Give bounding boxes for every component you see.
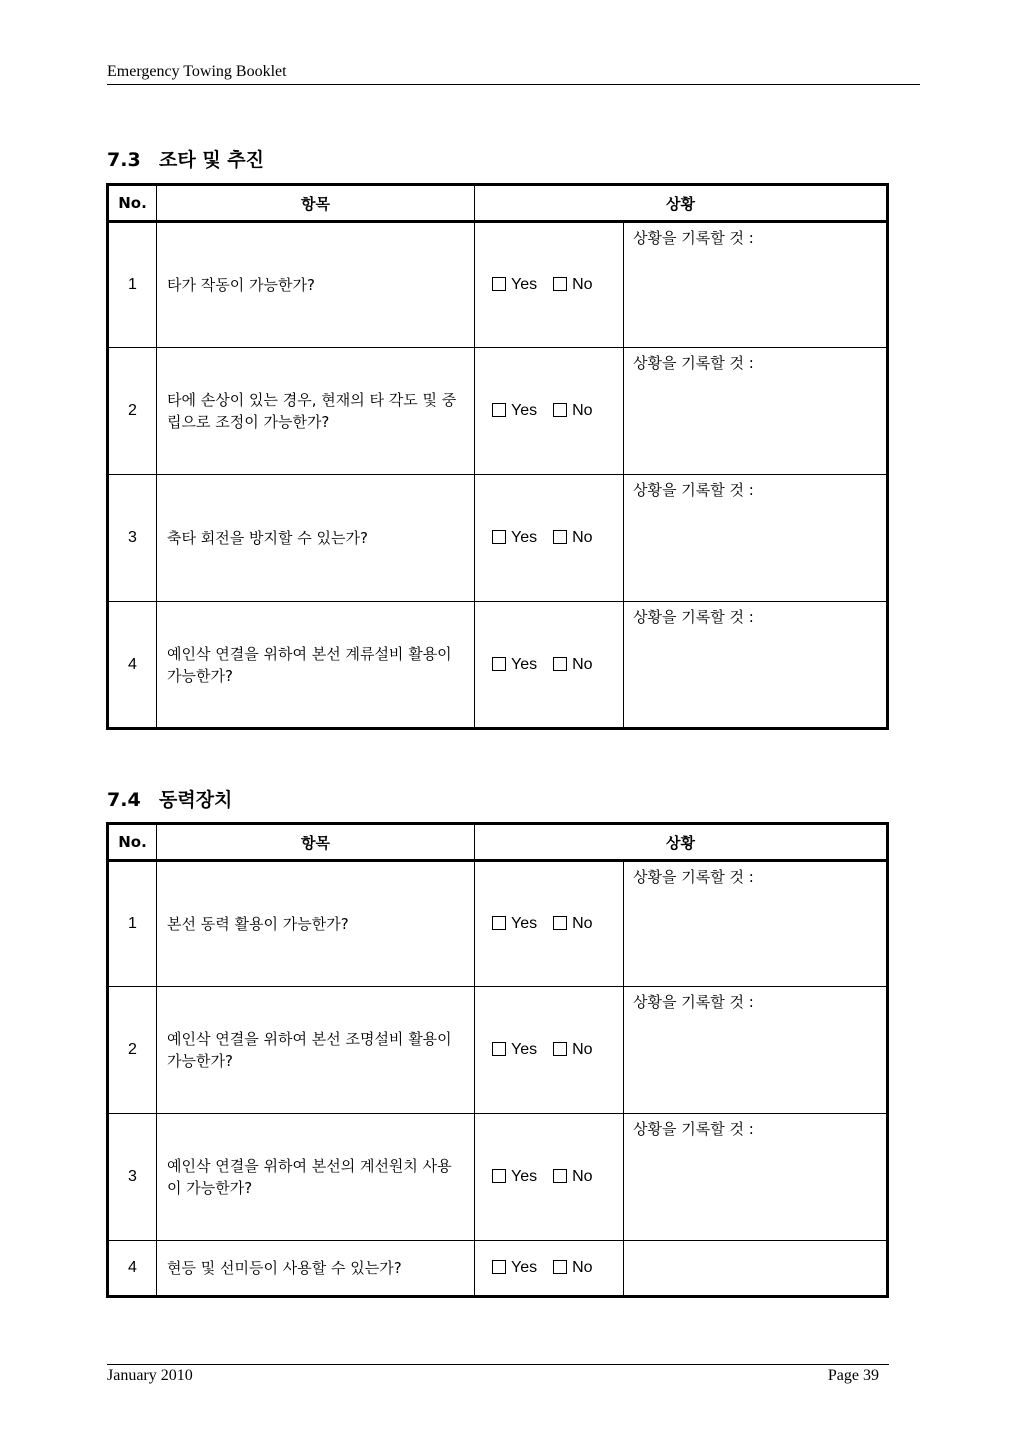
row-number: 2 <box>108 987 157 1114</box>
row-number: 3 <box>108 1114 157 1241</box>
no-option[interactable] <box>553 529 592 547</box>
column-header-status: 상황 <box>475 185 888 222</box>
status-note-field[interactable] <box>624 348 888 475</box>
page-number: Page 39 <box>827 1367 879 1384</box>
no-option[interactable] <box>553 1259 592 1277</box>
row-question: 예인삭 연결을 위하여 본선의 계선원치 사용이 가능한가? <box>157 1114 475 1241</box>
no-checkbox[interactable] <box>553 277 567 291</box>
status-note-field[interactable] <box>624 861 888 987</box>
status-note-prompt: 상황을 기록할 것 : <box>633 608 754 626</box>
status-note-field[interactable] <box>624 1114 888 1241</box>
yes-no-options <box>475 1241 624 1297</box>
yes-checkbox[interactable] <box>492 657 506 671</box>
no-option[interactable] <box>553 276 592 294</box>
table-row <box>108 1114 888 1241</box>
yes-checkbox[interactable] <box>492 1169 506 1183</box>
table-header-row <box>108 185 888 222</box>
row-number: 4 <box>108 602 157 729</box>
status-note-field[interactable] <box>624 475 888 602</box>
status-note-prompt: 상황을 기록할 것 : <box>633 868 754 886</box>
yes-option[interactable] <box>492 1168 537 1186</box>
table-row <box>108 222 888 348</box>
section-title-7-4 <box>107 788 232 812</box>
yes-option[interactable] <box>492 1041 537 1059</box>
yes-option[interactable] <box>492 529 537 547</box>
row-question: 타에 손상이 있는 경우, 현재의 타 각도 및 중립으로 조정이 가능한가? <box>157 348 475 475</box>
no-checkbox[interactable] <box>553 1260 567 1274</box>
no-label: No <box>572 915 593 932</box>
yes-no-options <box>475 1114 624 1241</box>
yes-no-options <box>475 475 624 602</box>
no-label: No <box>572 1041 593 1058</box>
row-question: 타가 작동이 가능한가? <box>157 222 475 348</box>
table-row <box>108 475 888 602</box>
section-heading: 조타 및 추진 <box>159 149 264 171</box>
row-question: 축타 회전을 방지할 수 있는가? <box>157 475 475 602</box>
yes-option[interactable] <box>492 915 537 933</box>
yes-no-options <box>475 861 624 987</box>
section-number: 7.3 <box>107 149 141 171</box>
row-question: 예인삭 연결을 위하여 본선 계류설비 활용이 가능한가? <box>157 602 475 729</box>
status-note-prompt: 상황을 기록할 것 : <box>633 993 754 1011</box>
no-label: No <box>572 1259 593 1276</box>
no-checkbox[interactable] <box>553 1169 567 1183</box>
no-checkbox[interactable] <box>553 530 567 544</box>
status-note-prompt: 상황을 기록할 것 : <box>633 481 754 499</box>
yes-label: Yes <box>511 915 538 932</box>
no-checkbox[interactable] <box>553 1042 567 1056</box>
row-question: 예인삭 연결을 위하여 본선 조명설비 활용이 가능한가? <box>157 987 475 1114</box>
yes-no-options <box>475 987 624 1114</box>
status-note-prompt: 상황을 기록할 것 : <box>633 1120 754 1138</box>
no-label: No <box>572 276 593 293</box>
power-equipment-table <box>106 822 889 1298</box>
row-number: 3 <box>108 475 157 602</box>
column-header-item: 항목 <box>157 824 475 861</box>
status-note-field[interactable] <box>624 987 888 1114</box>
yes-option[interactable] <box>492 1259 537 1277</box>
column-header-status: 상황 <box>475 824 888 861</box>
row-question: 현등 및 선미등이 사용할 수 있는가? <box>157 1241 475 1297</box>
yes-option[interactable] <box>492 402 537 420</box>
yes-no-options <box>475 348 624 475</box>
steering-propulsion-table <box>106 183 889 730</box>
status-note-field[interactable] <box>624 222 888 348</box>
page-header <box>107 62 920 85</box>
column-header-no: No. <box>108 824 157 861</box>
no-checkbox[interactable] <box>553 916 567 930</box>
no-checkbox[interactable] <box>553 657 567 671</box>
page-footer <box>107 1364 889 1387</box>
yes-checkbox[interactable] <box>492 1042 506 1056</box>
yes-label: Yes <box>511 529 538 546</box>
yes-label: Yes <box>511 1168 538 1185</box>
yes-label: Yes <box>511 402 538 419</box>
yes-checkbox[interactable] <box>492 530 506 544</box>
status-note-field[interactable] <box>624 1241 888 1297</box>
yes-no-options <box>475 222 624 348</box>
column-header-no: No. <box>108 185 157 222</box>
no-label: No <box>572 529 593 546</box>
document-title: Emergency Towing Booklet <box>107 63 287 80</box>
status-note-field[interactable] <box>624 602 888 729</box>
yes-checkbox[interactable] <box>492 1260 506 1274</box>
section-heading: 동력장치 <box>159 789 233 811</box>
yes-label: Yes <box>511 1041 538 1058</box>
no-label: No <box>572 655 593 673</box>
status-note-prompt: 상황을 기록할 것 : <box>633 229 754 247</box>
no-label: No <box>572 1168 593 1185</box>
column-header-item: 항목 <box>157 185 475 222</box>
no-option[interactable] <box>553 402 592 420</box>
table-header-row <box>108 824 888 861</box>
yes-checkbox[interactable] <box>492 916 506 930</box>
row-number: 2 <box>108 348 157 475</box>
yes-label: Yes <box>511 276 538 293</box>
row-number: 1 <box>108 861 157 987</box>
footer-date: January 2010 <box>107 1367 193 1384</box>
yes-option[interactable] <box>492 656 537 674</box>
table-row <box>108 348 888 475</box>
yes-label: Yes <box>511 1259 538 1276</box>
no-label: No <box>572 402 593 419</box>
yes-no-options <box>475 602 624 729</box>
no-option[interactable] <box>553 656 592 674</box>
status-note-prompt: 상황을 기록할 것 : <box>633 354 754 372</box>
yes-checkbox[interactable] <box>492 277 506 291</box>
yes-checkbox[interactable] <box>492 403 506 417</box>
table-row <box>108 602 888 729</box>
no-option[interactable] <box>553 1168 592 1186</box>
table-row <box>108 1241 888 1297</box>
row-number: 4 <box>108 1241 157 1297</box>
no-checkbox[interactable] <box>553 403 567 417</box>
section-title-7-3 <box>107 148 264 172</box>
row-number: 1 <box>108 222 157 348</box>
no-option[interactable] <box>553 915 592 933</box>
yes-option[interactable] <box>492 276 537 294</box>
yes-label: Yes <box>511 655 538 673</box>
no-option[interactable] <box>553 1041 592 1059</box>
table-row <box>108 987 888 1114</box>
section-number: 7.4 <box>107 789 141 811</box>
table-row <box>108 861 888 987</box>
row-question: 본선 동력 활용이 가능한가? <box>157 861 475 987</box>
